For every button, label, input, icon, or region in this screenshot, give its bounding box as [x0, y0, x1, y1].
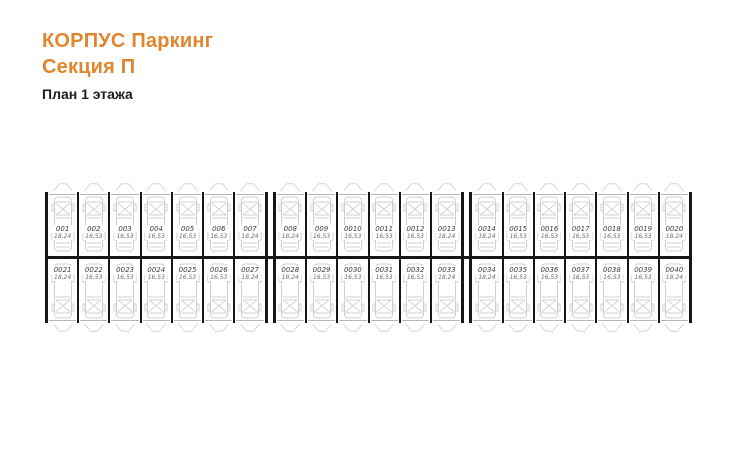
driveway-apron-icon	[177, 324, 199, 332]
car-icon	[341, 196, 365, 252]
car-icon	[238, 196, 262, 252]
parking-space	[368, 259, 399, 323]
space-number: 008	[283, 225, 297, 233]
space-tag	[507, 266, 529, 281]
space-number: 0014	[478, 225, 496, 233]
space-tag	[83, 266, 105, 281]
gate-line	[505, 320, 532, 321]
space-area: 16,53	[603, 274, 621, 281]
space-number: 0022	[84, 266, 103, 274]
parking-space	[595, 259, 626, 323]
parking-space	[48, 259, 77, 323]
space-number: 0034	[478, 266, 496, 274]
space-area: 16,53	[312, 274, 331, 281]
space-area: 16,53	[344, 274, 362, 281]
space-tag	[373, 225, 395, 240]
driveway-apron-icon	[208, 183, 230, 191]
space-tag	[405, 266, 427, 281]
space-tag	[145, 266, 167, 281]
space-tag	[663, 266, 685, 281]
space-number: 0010	[343, 225, 362, 233]
gate-line	[473, 320, 500, 321]
driveway-apron-icon	[404, 183, 426, 191]
gate-line	[567, 194, 594, 195]
space-number: 0038	[602, 266, 621, 274]
gate-line	[174, 320, 201, 321]
parking-space	[77, 192, 108, 256]
middle-wall	[45, 256, 692, 259]
space-number: 0035	[509, 266, 528, 274]
space-number: 0013	[437, 225, 456, 233]
gate-line	[536, 320, 563, 321]
plan-header	[42, 28, 213, 103]
driveway-apron-icon	[208, 324, 230, 332]
car-icon	[537, 196, 561, 252]
gate-line	[308, 194, 335, 195]
space-number: 0030	[343, 266, 362, 274]
space-area: 18,24	[478, 274, 496, 281]
space-area: 16,53	[509, 274, 527, 281]
car-icon	[662, 196, 686, 252]
space-tag	[405, 225, 427, 240]
parking-space	[533, 192, 564, 256]
parking-space	[564, 192, 595, 256]
parking-space	[276, 259, 305, 323]
space-area: 16,53	[85, 233, 103, 240]
space-number: 0019	[634, 225, 653, 233]
space-area: 16,53	[634, 274, 652, 281]
parking-row-bottom	[472, 259, 689, 323]
space-area: 16,53	[572, 233, 590, 240]
space-number: 0033	[437, 266, 456, 274]
space-tag	[476, 225, 498, 240]
parking-space	[77, 259, 108, 323]
space-tag	[146, 225, 167, 240]
space-number: 0037	[571, 266, 590, 274]
driveway-apron-icon	[52, 324, 74, 332]
driveway-apron-icon	[83, 324, 105, 332]
space-tag	[601, 266, 623, 281]
parking-row-bottom	[48, 259, 265, 323]
driveway-apron-icon	[145, 183, 167, 191]
space-area: 16,53	[406, 233, 425, 240]
parking-space	[627, 259, 658, 323]
parking-space	[336, 192, 367, 256]
space-area: 16,53	[116, 233, 134, 240]
space-tag	[436, 266, 458, 281]
space-number: 009	[314, 225, 329, 233]
parking-space	[472, 192, 501, 256]
driveway-apron-icon	[279, 183, 301, 191]
driveway-apron-icon	[476, 183, 498, 191]
driveway-apron-icon	[476, 324, 498, 332]
space-tag	[311, 225, 332, 240]
space-area: 18,24	[665, 233, 683, 240]
driveway-apron-icon	[342, 183, 364, 191]
driveway-apron-icon	[570, 183, 592, 191]
gate-line	[277, 320, 304, 321]
car-icon	[475, 196, 499, 252]
space-number: 0031	[375, 266, 394, 274]
gate-line	[630, 320, 657, 321]
car-icon	[207, 196, 231, 252]
driveway-apron-icon	[570, 324, 592, 332]
parking-space	[658, 192, 689, 256]
gate-line	[143, 320, 170, 321]
floor-plan	[45, 192, 692, 323]
space-tag	[539, 266, 561, 281]
floor-subtitle: План 1 этажа	[42, 86, 133, 102]
driveway-apron-icon	[279, 324, 301, 332]
parking-space	[202, 259, 233, 323]
gate-line	[433, 194, 460, 195]
gate-line	[236, 194, 263, 195]
gate-line	[505, 194, 532, 195]
space-tag	[114, 266, 136, 281]
space-tag	[570, 266, 592, 281]
gate-line	[80, 320, 107, 321]
gate-line	[371, 320, 398, 321]
car-icon	[144, 196, 168, 252]
driveway-apron-icon	[52, 183, 74, 191]
car-icon	[403, 196, 427, 252]
car-icon	[631, 196, 655, 252]
car-icon	[51, 196, 75, 252]
parking-space	[533, 259, 564, 323]
space-tag	[208, 266, 230, 281]
space-number: 0036	[540, 266, 559, 274]
gate-line	[473, 194, 500, 195]
driveway-apron-icon	[632, 324, 654, 332]
parking-space	[399, 192, 430, 256]
space-tag	[239, 225, 260, 240]
space-area: 18,24	[281, 274, 299, 281]
driveway-apron-icon	[177, 183, 199, 191]
driveway-apron-icon	[311, 324, 333, 332]
space-tag	[83, 225, 104, 240]
space-tag	[279, 266, 301, 281]
parking-space	[276, 192, 305, 256]
space-area: 18,24	[438, 233, 456, 240]
space-number: 0029	[312, 266, 331, 274]
driveway-apron-icon	[601, 324, 623, 332]
space-area: 18,24	[281, 233, 299, 240]
parking-space	[595, 192, 626, 256]
space-area: 16,53	[210, 274, 228, 281]
parking-space	[202, 192, 233, 256]
car-icon	[82, 196, 106, 252]
space-number: 003	[118, 225, 132, 233]
driveway-apron-icon	[538, 183, 560, 191]
parking-space	[140, 192, 171, 256]
space-number: 0011	[375, 225, 394, 233]
space-number: 0023	[116, 266, 134, 274]
parking-row-top	[276, 192, 462, 259]
space-number: 004	[149, 225, 163, 233]
car-icon	[113, 196, 137, 252]
driveway-apron-icon	[663, 183, 685, 191]
gate-line	[236, 320, 263, 321]
parking-space	[336, 259, 367, 323]
parking-space	[658, 259, 689, 323]
space-tag	[507, 225, 529, 240]
driveway-apron-icon	[311, 183, 333, 191]
driveway-apron-icon	[83, 183, 105, 191]
space-number: 0025	[178, 266, 197, 274]
gate-line	[402, 320, 429, 321]
driveway-apron-icon	[507, 324, 529, 332]
driveway-apron-icon	[507, 183, 529, 191]
space-area: 16,53	[210, 233, 228, 240]
space-tag	[177, 266, 199, 281]
space-tag	[601, 225, 623, 240]
space-area: 16,53	[406, 274, 425, 281]
space-tag	[632, 225, 654, 240]
space-area: 16,53	[540, 274, 559, 281]
driveway-apron-icon	[436, 183, 458, 191]
space-area: 16,53	[509, 233, 527, 240]
space-number: 0015	[509, 225, 528, 233]
gate-line	[308, 320, 335, 321]
gate-line	[402, 194, 429, 195]
parking-space	[368, 192, 399, 256]
gate-line	[339, 194, 366, 195]
gate-line	[536, 194, 563, 195]
parking-space	[564, 259, 595, 323]
gate-line	[630, 194, 657, 195]
gate-line	[111, 194, 138, 195]
driveway-apron-icon	[342, 324, 364, 332]
driveway-apron-icon	[145, 324, 167, 332]
driveway-apron-icon	[239, 183, 261, 191]
section-title: Секция П	[42, 56, 136, 78]
space-number: 0026	[209, 266, 228, 274]
gate-line	[205, 320, 232, 321]
space-area: 16,53	[178, 274, 197, 281]
space-tag	[177, 225, 198, 240]
space-tag	[632, 266, 654, 281]
car-icon	[372, 196, 396, 252]
driveway-apron-icon	[663, 324, 685, 332]
space-number: 0032	[406, 266, 425, 274]
parking-space	[140, 259, 171, 323]
car-icon	[435, 196, 459, 252]
gate-line	[49, 320, 76, 321]
space-area: 18,24	[241, 233, 259, 240]
space-number: 0040	[665, 266, 684, 274]
parking-space	[305, 192, 336, 256]
parking-space	[233, 259, 264, 323]
space-tag	[280, 225, 301, 240]
space-area: 16,53	[634, 233, 652, 240]
space-number: 002	[87, 225, 101, 233]
gate-line	[661, 194, 688, 195]
parking-space	[472, 259, 501, 323]
space-area: 16,53	[375, 274, 393, 281]
space-area: 18,24	[665, 274, 683, 281]
gate-line	[80, 194, 107, 195]
driveway-apron-icon	[239, 324, 261, 332]
driveway-apron-icon	[632, 183, 654, 191]
gate-line	[339, 320, 366, 321]
space-tag	[239, 266, 261, 281]
space-area: 18,24	[438, 274, 456, 281]
driveway-apron-icon	[601, 183, 623, 191]
space-area: 18,24	[241, 274, 259, 281]
space-number: 0017	[571, 225, 590, 233]
gate-line	[661, 320, 688, 321]
parking-space	[399, 259, 430, 323]
space-number: 006	[212, 225, 226, 233]
parking-space	[502, 259, 533, 323]
gate-line	[371, 194, 398, 195]
space-tag	[311, 266, 333, 281]
gate-line	[49, 194, 76, 195]
space-tag	[208, 225, 229, 240]
space-number: 0016	[540, 225, 559, 233]
space-number: 0024	[147, 266, 166, 274]
space-number: 0018	[602, 225, 621, 233]
driveway-apron-icon	[404, 324, 426, 332]
parking-space	[305, 259, 336, 323]
car-icon	[506, 196, 530, 252]
space-tag	[570, 225, 592, 240]
space-tag	[436, 225, 458, 240]
space-area: 16,53	[178, 233, 197, 240]
space-number: 0039	[634, 266, 653, 274]
parking-space	[502, 192, 533, 256]
gate-line	[433, 320, 460, 321]
space-area: 16,53	[540, 233, 559, 240]
space-area: 18,24	[54, 233, 72, 240]
space-number: 0012	[406, 225, 425, 233]
gate-line	[205, 194, 232, 195]
space-tag	[114, 225, 135, 240]
space-area: 16,53	[147, 233, 165, 240]
parking-space	[171, 192, 202, 256]
space-number: 0021	[53, 266, 72, 274]
driveway-apron-icon	[114, 183, 136, 191]
space-tag	[373, 266, 395, 281]
parking-space	[108, 259, 139, 323]
gate-line	[567, 320, 594, 321]
car-icon	[278, 196, 302, 252]
gate-line	[174, 194, 201, 195]
driveway-apron-icon	[436, 324, 458, 332]
space-number: 005	[180, 225, 195, 233]
space-tag	[476, 266, 498, 281]
space-number: 0028	[281, 266, 300, 274]
gate-line	[111, 320, 138, 321]
space-area: 16,53	[116, 274, 134, 281]
car-icon	[569, 196, 593, 252]
space-tag	[52, 225, 73, 240]
space-area: 18,24	[54, 274, 72, 281]
driveway-apron-icon	[373, 183, 395, 191]
space-tag	[663, 225, 685, 240]
gate-line	[143, 194, 170, 195]
parking-space	[171, 259, 202, 323]
parking-space	[627, 192, 658, 256]
space-area: 16,53	[344, 233, 362, 240]
space-area: 16,53	[147, 274, 165, 281]
space-tag	[342, 225, 364, 240]
space-number: 0020	[665, 225, 684, 233]
gate-line	[598, 320, 625, 321]
driveway-apron-icon	[538, 324, 560, 332]
space-tag	[539, 225, 561, 240]
parking-row-bottom	[276, 259, 462, 323]
gate-line	[277, 194, 304, 195]
parking-row-top	[48, 192, 265, 259]
space-number: 007	[243, 225, 257, 233]
building-title: КОРПУС Паркинг	[42, 30, 214, 52]
driveway-apron-icon	[373, 324, 395, 332]
space-area: 16,53	[312, 233, 331, 240]
car-icon	[176, 196, 200, 252]
gate-line	[598, 194, 625, 195]
parking-space	[108, 192, 139, 256]
space-area: 16,53	[375, 233, 393, 240]
space-number: 0027	[241, 266, 259, 274]
parking-row-top	[472, 192, 689, 259]
parking-space	[48, 192, 77, 256]
parking-space	[430, 192, 461, 256]
car-icon	[600, 196, 624, 252]
space-area: 18,24	[478, 233, 496, 240]
space-area: 16,53	[85, 274, 103, 281]
space-tag	[52, 266, 74, 281]
space-number: 001	[55, 225, 70, 233]
parking-space	[430, 259, 461, 323]
space-area: 16,53	[603, 233, 621, 240]
space-area: 16,53	[572, 274, 590, 281]
space-tag	[342, 266, 364, 281]
parking-space	[233, 192, 264, 256]
car-icon	[310, 196, 334, 252]
driveway-apron-icon	[114, 324, 136, 332]
